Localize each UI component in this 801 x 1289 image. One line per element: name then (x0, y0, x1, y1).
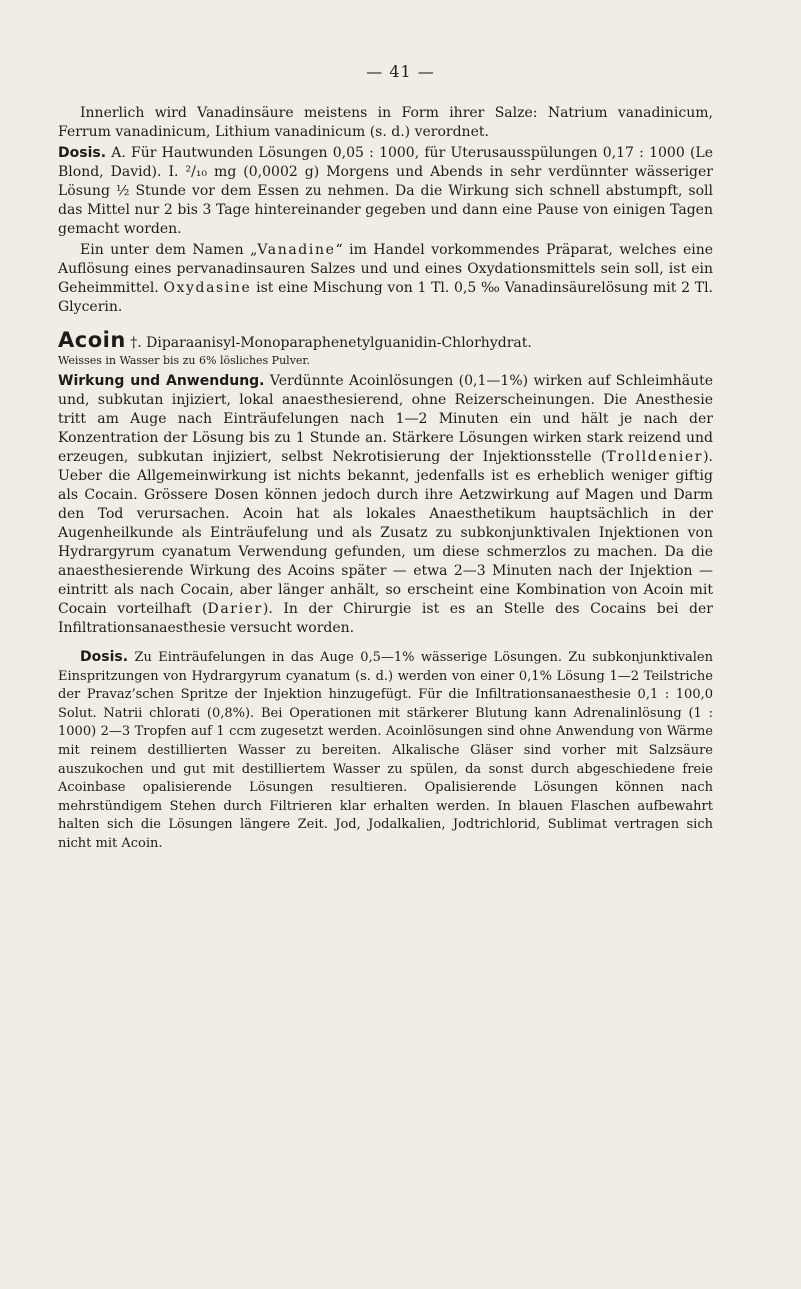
acoin-dosis-paragraph (58, 648, 713, 854)
oxydasine-product-name: Oxydasine (163, 280, 252, 296)
vanadine-paragraph (58, 241, 713, 317)
dagger-mark: †. (130, 335, 142, 351)
acoin-dosis-label: Dosis. (80, 649, 129, 665)
acoin-dosis-text: Zu Einträufelungen in das Auge 0,5—1% wässerige Lösungen. Zu subkonjunktivalen Einspritzungen von Hydrargyrum cyanatum (s. d.) werden von einer 0,1% Lösung 1—2 Teilstriche der Pravaz’schen Spritze der Injektion hinzugefügt. Für die Infiltrationsanaesthesie 0,1 : 100,0 Solut. Natrii chlorati (0,8%). Bei Operationen mit stärkerer Blutung kann Adrenalinlösung (1 : 1000) 2—3 Tropfen auf 1 ccm zugesetzt werden. Acoinlösungen sind ohne Anwendung von Wärme mit reinem destillierten Wasser zu bereiten. Alkalische Gläser sind vorher mit Salzsäure auszukochen und gut mit destilliertem Wasser zu spülen, da sonst durch abgeschiedene freie Acoinbase opalisierende Lösungen resultieren. Opalisierende Lösungen können nach mehrstündigem Stehen durch Filtrieren klar erhalten werden. In blauen Flaschen aufbewahrt halten sich die Lösungen längere Zeit. Jod, Jodalkalien, Jodtrichlorid, Sublimat vertragen sich nicht mit Acoin. (58, 650, 713, 851)
oxydasine-text: ist eine Mischung von 1 Tl. 0,5 ‰ Vanadinsäurelösung mit 2 Tl. Glycerin. (58, 280, 713, 315)
vanadine-text-middle: “ im Handel vorkommendes Präparat, welches eine Auflösung eines pervanadinsauren Salzes und und eines Oxydationsmittels sein soll, ist ein Geheimmittel. (58, 242, 714, 296)
vanadin-dosis-paragraph (58, 144, 713, 239)
acoin-description: Weisses in Wasser bis zu 6% lösliches Pulver. (58, 354, 310, 367)
vanadin-dosis-label: Dosis. (58, 145, 107, 161)
acoin-wirkung-text-1: Verdünnte Acoinlösungen (0,1—1%) wirken auf Schleimhäute und, subkutan injiziert, lokal anaesthesierend, ohne Reizerscheinungen. Die Anesthesie tritt am Auge nach Einträufelungen nach 1—2 Minuten ein und hält je nach der Konzentration der Lösung bis zu 1 Stunde an. Stärkere Lösungen wirken stark reizend und erzeugen, subkutan injiziert, selbst Nekrotisierung der Injektionsstelle ( (58, 373, 714, 465)
acoin-wirkung-text-3: ). In der Chirurgie ist es an Stelle des Cocains bei der Infiltrationsanaesthesie versucht worden. (58, 601, 713, 636)
acoin-wirkung-label: Wirkung und Anwendung. (58, 373, 265, 389)
acoin-wirkung-text-2: ). Ueber die Allgemeinwirkung ist nichts bekannt, jedenfalls ist es erheblich weniger giftig als Cocain. Grössere Dosen können jedoch durch ihre Aetzwirkung auf Magen und Darm den Tod verursachen. Acoin hat als lokales Anaesthetikum hauptsächlich in der Augenheilkunde als Einträufelung und als Zusatz zu subkonjunktivalen Injektionen von Hydrargyrum cyanatum Verwendung gefunden, um diese schmerzlos zu machen. Da die anaesthesierende Wirkung des Acoins später — etwa 2—3 Minuten nach der Injektion — eintritt als nach Cocain, aber länger anhält, so erscheint eine Kombination von Acoin mit Cocain vorteilhaft ( (58, 449, 713, 617)
author-darier: Darier (207, 601, 263, 617)
vanadine-product-name: Vanadine (257, 242, 336, 258)
author-trolldenier: Trolldenier (606, 449, 704, 465)
page-body (58, 104, 713, 854)
vanadin-dosis-text: A. Für Hautwunden Lösungen 0,05 : 1000, für Uterusausspülungen 0,17 : 1000 (Le Blond, David). I. ²/₁₀ mg (0,0002 g) Morgens und Abends in sehr verdünnter wässeriger Lösung ½ Stunde vor dem Essen zu nehmen. Da die Wirkung sich schnell abstumpft, soll das Mittel nur 2 bis 3 Tage hintereinander gegeben und dann eine Pause von einigen Tagen gemacht worden. (58, 145, 713, 237)
page-number: — 41 — (366, 62, 435, 81)
vanadin-intro-paragraph: Innerlich wird Vanadinsäure meistens in Form ihrer Salze: Natrium vanadinicum, Ferrum vanadinicum, Lithium vanadinicum (s. d.) verordnet. (58, 105, 713, 140)
acoin-title: Acoin (58, 328, 126, 352)
vanadine-text-start: Ein unter dem Namen „ (80, 242, 258, 258)
acoin-chemical-name: Diparaanisyl-Monoparaphenetylguanidin-Chlorhydrat. (146, 335, 532, 351)
acoin-wirkung-paragraph (58, 372, 713, 638)
acoin-entry-heading (58, 328, 713, 353)
